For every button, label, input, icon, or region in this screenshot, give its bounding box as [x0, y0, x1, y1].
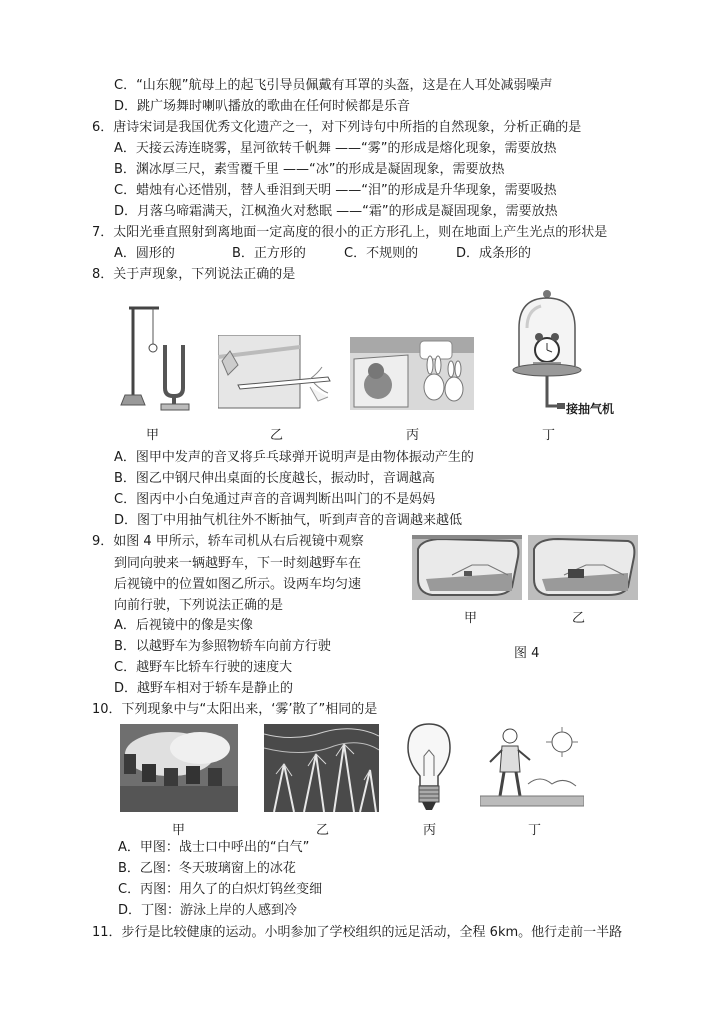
q8-option-c: C．图丙中小白兔通过声音的音调判断出叫门的不是妈妈 [114, 492, 436, 507]
q9-stem-line-2: 到同向驶来一辆越野车，下一时刻越野车在 [114, 556, 362, 571]
q9-caption-jia: 甲 [464, 611, 478, 626]
mirror-photo-yi [528, 535, 638, 600]
q5-option-d: D．跳广场舞时喇叭播放的歌曲在任何时候都是乐音 [114, 99, 411, 114]
q10-option-a: A．甲图：战士口中呼出的“白气” [118, 840, 310, 855]
figure-4-label: 图 4 [514, 646, 540, 661]
q11-stem: 11．步行是比较健康的运动。小明参加了学校组织的远足活动，全程 6km。他行走前一半路 [92, 925, 623, 940]
pump-label: 接抽气机 [566, 402, 615, 416]
q9-option-a: A．后视镜中的像是实像 [114, 618, 253, 633]
q9-option-b: B．以越野车为参照物轿车向前方行驶 [114, 639, 331, 654]
q10-caption-ding: 丁 [528, 823, 542, 838]
q10-caption-bing: 丙 [423, 823, 437, 838]
q7-option-a: A．圆形的 [114, 246, 175, 261]
q10-option-b: B．乙图：冬天玻璃窗上的冰花 [118, 861, 296, 876]
q9-option-d: D．越野车相对于轿车是静止的 [114, 681, 294, 696]
q7-options [114, 245, 531, 263]
q7-option-c: C．不规则的 [344, 246, 419, 261]
q10-caption-jia: 甲 [172, 823, 186, 838]
light-bulb-figure [404, 722, 454, 814]
q7-stem: 7．太阳光垂直照射到离地面一定高度的很小的正方形孔上，则在地面上产生光点的形状是 [92, 225, 608, 240]
bell-jar-figure [507, 288, 587, 416]
q8-caption-jia: 甲 [146, 428, 160, 443]
q8-option-a: A．图甲中发声的音叉将乒乓球弹开说明声是由物体振动产生的 [114, 450, 474, 465]
q8-caption-bing: 丙 [406, 428, 420, 443]
q7-option-d: D．成条形的 [456, 246, 532, 261]
rabbit-cartoon-figure [350, 337, 474, 410]
q6-option-d: D．月落乌啼霜满天，江枫渔火对愁眠 ——“霜”的形成是凝固现象，需要放热 [114, 204, 558, 219]
q8-option-b: B．图乙中钢尺伸出桌面的长度越长，振动时，音调越高 [114, 471, 435, 486]
soldiers-breath-photo [120, 724, 238, 812]
q7-option-b: B．正方形的 [232, 246, 306, 261]
q8-caption-ding: 丁 [542, 428, 556, 443]
ice-flowers-photo [264, 724, 379, 812]
q8-stem: 8．关于声现象，下列说法正确的是 [92, 267, 296, 282]
q9-option-c: C．越野车比轿车行驶的速度大 [114, 660, 293, 675]
q9-stem-line-1: 9．如图 4 甲所示，轿车司机从右后视镜中观察 [92, 534, 364, 549]
q9-caption-yi: 乙 [572, 611, 586, 626]
mirror-photo-jia [412, 535, 522, 600]
q8-option-d: D．图丁中用抽气机往外不断抽气，听到声音的音调越来越低 [114, 513, 463, 528]
q6-option-a: A．天接云涛连晓雾，星河欲转千帆舞 ——“雾”的形成是熔化现象，需要放热 [114, 141, 557, 156]
tuning-fork-figure [115, 300, 205, 415]
q6-option-c: C．蜡烛有心还惜别，替人垂泪到天明 ——“泪”的形成是升华现象，需要吸热 [114, 183, 557, 198]
q10-stem: 10．下列现象中与“太阳出来，‘雾’散了”相同的是 [92, 702, 378, 717]
q10-option-c: C．丙图：用久了的白炽灯钨丝变细 [118, 882, 323, 897]
q9-stem-line-4: 向前行驶，下列说法正确的是 [114, 598, 284, 613]
q5-option-c: C．“山东舰”航母上的起飞引导员佩戴有耳罩的头盔，这是在人耳处减弱噪声 [114, 78, 553, 93]
q10-caption-yi: 乙 [316, 823, 330, 838]
q10-option-d: D．丁图：游泳上岸的人感到冷 [118, 903, 298, 918]
q6-option-b: B．渊冰厚三尺，素雪覆千里 ——“冰”的形成是凝固现象，需要放热 [114, 162, 505, 177]
q8-caption-yi: 乙 [270, 428, 284, 443]
q6-stem: 6．唐诗宋词是我国优秀文化遗产之一，对下列诗句中所指的自然现象，分析正确的是 [92, 120, 582, 135]
swimmer-cartoon-figure [480, 724, 584, 812]
steel-ruler-figure [218, 335, 336, 410]
q9-stem-line-3: 后视镜中的位置如图乙所示。设两车均匀速 [114, 577, 362, 592]
